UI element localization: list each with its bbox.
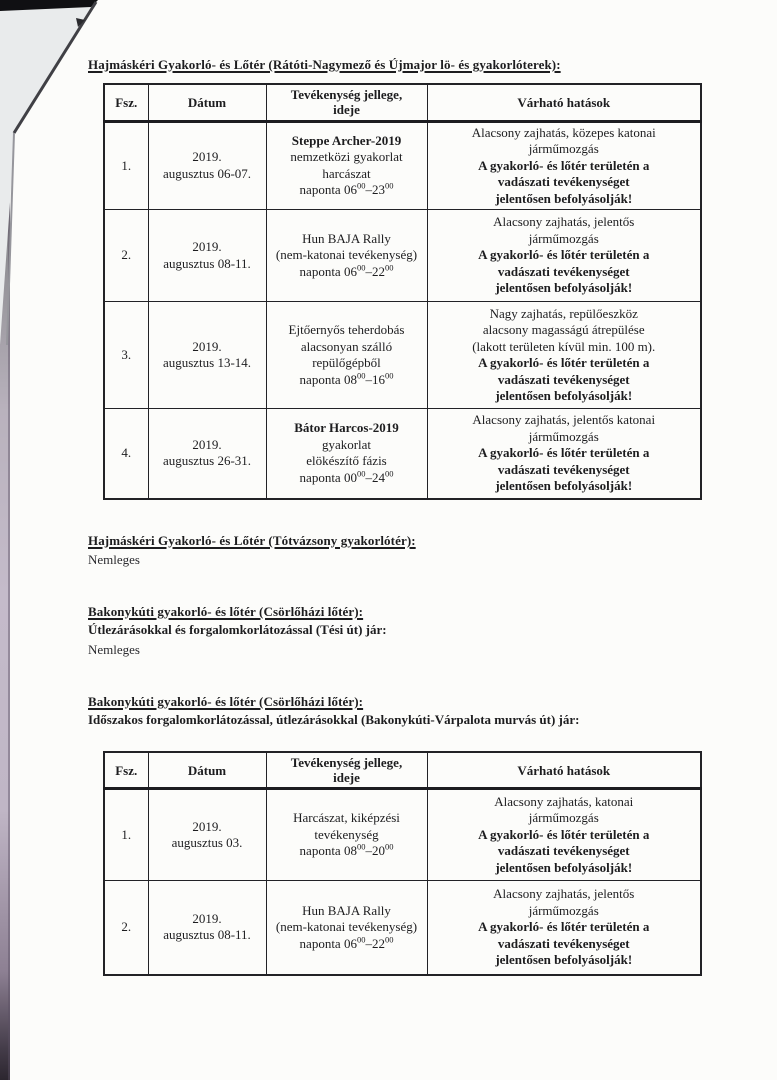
table-row xyxy=(104,789,701,881)
row-number: 3. xyxy=(104,302,148,409)
col-header-datum: Dátum xyxy=(148,84,266,121)
date-days: augusztus 06-07. xyxy=(162,165,252,181)
activity-line: repülőgépből xyxy=(312,355,381,370)
activity-line: (nem-katonai tevékenység) xyxy=(275,919,418,934)
table-bakonykuti-csorlohazi xyxy=(103,751,702,976)
activity-line: Harcászat, kiképzési xyxy=(293,810,400,826)
activity-time: naponta $06^{00}-23^{00}$ xyxy=(299,180,394,198)
date-cell xyxy=(148,210,266,302)
date-cell xyxy=(148,789,266,881)
impact-bold: A gyakorló- és lőtér területén a vadászati tevékenységet jelentősen befolyásolják! xyxy=(478,445,650,493)
activity-time: naponta $00^{00}-24^{00}$ xyxy=(299,468,394,485)
date-year: 2019. xyxy=(192,338,222,354)
impact-bold: A gyakorló- és lőtér területén a vadászati tevékenységet jelentősen befolyásolják! xyxy=(478,355,650,403)
row-number: 4. xyxy=(104,409,148,499)
impact-cell xyxy=(427,121,701,210)
activity-line: alacsonyan szálló xyxy=(300,338,393,354)
activity-cell xyxy=(266,409,427,499)
activity-line: elökészítő fázis xyxy=(306,453,387,469)
activity-cell xyxy=(266,121,427,210)
section-body-nemleges: Nemleges xyxy=(88,642,140,657)
impact-bold: A gyakorló- és lőtér területén a vadászati tevékenységet jelentősen befolyásolják! xyxy=(478,157,650,206)
table-hajmaskeri-ratoti xyxy=(103,83,702,500)
section-heading-bakonykuti-murvas: Bakonykúti gyakorló- és lőtér (Csörlőházi lőtér): xyxy=(88,694,364,709)
col-header-tevekenyseg-line2: ideje xyxy=(333,770,360,785)
impact-normal: Alacsony zajhatás, jelentős katonai járműmozgás xyxy=(472,412,656,444)
row-number: 1. xyxy=(104,121,148,210)
section-heading-hajmaskeri-totvazsony: Hajmáskéri Gyakorló- és Lőtér (Tótvázsony gyakorlótér): xyxy=(88,533,416,548)
activity-cell xyxy=(266,210,427,302)
date-cell xyxy=(148,302,266,409)
date-days: augusztus 13-14. xyxy=(162,355,252,370)
impact-bold: A gyakorló- és lőtér területén a vadászati tevékenységet jelentősen befolyásolják! xyxy=(478,247,650,296)
table-header-row xyxy=(104,752,701,789)
activity-time: naponta $08^{00}-16^{00}$ xyxy=(299,370,394,387)
activity-line: Hun BAJA Rally xyxy=(302,902,391,918)
activity-line: harcászat xyxy=(322,165,371,181)
date-year: 2019. xyxy=(192,436,222,452)
table-row xyxy=(104,302,701,409)
table-row xyxy=(104,210,701,302)
section-body-nemleges: Nemleges xyxy=(88,552,140,567)
impact-normal: Alacsony zajhatás, jelentős járműmozgás xyxy=(493,214,635,246)
row-number: 2. xyxy=(104,881,148,975)
activity-title: Bátor Harcos-2019 xyxy=(294,420,399,436)
activity-line: tevékenység xyxy=(314,826,379,842)
row-number: 1. xyxy=(104,789,148,881)
impact-normal: Alacsony zajhatás, katonai járműmozgás xyxy=(494,793,634,826)
activity-time: naponta $06^{00}-22^{00}$ xyxy=(299,934,394,951)
activity-title: Steppe Archer-2019 xyxy=(291,132,402,148)
col-header-fsz: Fsz. xyxy=(104,752,148,789)
section-heading-hajmaskeri-ratoti: Hajmáskéri Gyakorló- és Lőtér (Rátóti-Nagymező és Újmajor lö- és gyakorlóterek): xyxy=(88,57,561,72)
col-header-tevekenyseg-line1: Tevékenység jellege, xyxy=(290,755,403,770)
impact-bold: A gyakorló- és lőtér területén a vadászati tevékenységet jelentősen befolyásolják! xyxy=(478,919,650,967)
table-row xyxy=(104,881,701,975)
date-cell xyxy=(148,121,266,210)
impact-cell xyxy=(427,409,701,499)
col-header-tevekenyseg xyxy=(266,84,427,121)
impact-normal: Alacsony zajhatás, jelentős járműmozgás xyxy=(493,886,635,918)
date-cell xyxy=(148,881,266,975)
date-days: augusztus 08-11. xyxy=(163,927,251,943)
impact-cell xyxy=(427,789,701,881)
table-header-row xyxy=(104,84,701,121)
date-days: augusztus 26-31. xyxy=(162,453,252,469)
impact-normal: Alacsony zajhatás, közepes katonai járműmozgás xyxy=(471,124,656,156)
impact-cell xyxy=(427,302,701,409)
col-header-varhato: Várható hatások xyxy=(427,84,701,121)
activity-line: nemzetközi gyakorlat xyxy=(290,149,403,165)
date-days: augusztus 08-11. xyxy=(163,255,251,271)
impact-cell xyxy=(427,881,701,975)
section-subheading-tesi-ut: Útlezárásokkal és forgalomkorlátozással (Tési út) jár: xyxy=(88,622,387,637)
col-header-datum: Dátum xyxy=(148,752,266,789)
date-year: 2019. xyxy=(192,149,222,165)
table-row xyxy=(104,409,701,499)
col-header-tevekenyseg-line2: ideje xyxy=(333,102,360,118)
impact-cell xyxy=(427,210,701,302)
col-header-varhato: Várható hatások xyxy=(427,752,701,789)
activity-line: gyakorlat xyxy=(321,436,372,452)
section-heading-bakonykuti-tesi: Bakonykúti gyakorló- és lőtér (Csörlőházi lőtér): xyxy=(88,604,364,619)
section-subheading-murvas-ut: Időszakos forgalomkorlátozással, útlezárásokkal (Bakonykúti-Várpalota murvás út) jár: xyxy=(88,712,580,727)
activity-line: Ejtőernyős teherdobás xyxy=(288,322,405,337)
activity-time: naponta $08^{00}-20^{00}$ xyxy=(299,841,394,859)
table-row xyxy=(104,121,701,210)
date-year: 2019. xyxy=(192,910,222,926)
row-number: 2. xyxy=(104,210,148,302)
activity-time: naponta $06^{00}-22^{00}$ xyxy=(299,262,394,279)
date-days: augusztus 03. xyxy=(171,835,243,850)
impact-bold: A gyakorló- és lőtér területén a vadászati tevékenységet jelentősen befolyásolják! xyxy=(478,826,650,875)
col-header-tevekenyseg xyxy=(266,752,427,789)
activity-line: Hun BAJA Rally xyxy=(302,230,391,246)
activity-cell xyxy=(266,881,427,975)
date-year: 2019. xyxy=(192,239,222,254)
impact-normal: Nagy zajhatás, repülőeszköz alacsony magasságú átrepülése (lakott területen kívül min. 100 m). xyxy=(472,305,656,354)
activity-cell xyxy=(266,789,427,881)
col-header-fsz: Fsz. xyxy=(104,84,148,121)
col-header-tevekenyseg-line1: Tevékenység jellege, xyxy=(290,87,403,103)
date-cell xyxy=(148,409,266,499)
activity-cell xyxy=(266,302,427,409)
date-year: 2019. xyxy=(192,818,222,834)
activity-line: (nem-katonai tevékenység) xyxy=(275,247,418,263)
